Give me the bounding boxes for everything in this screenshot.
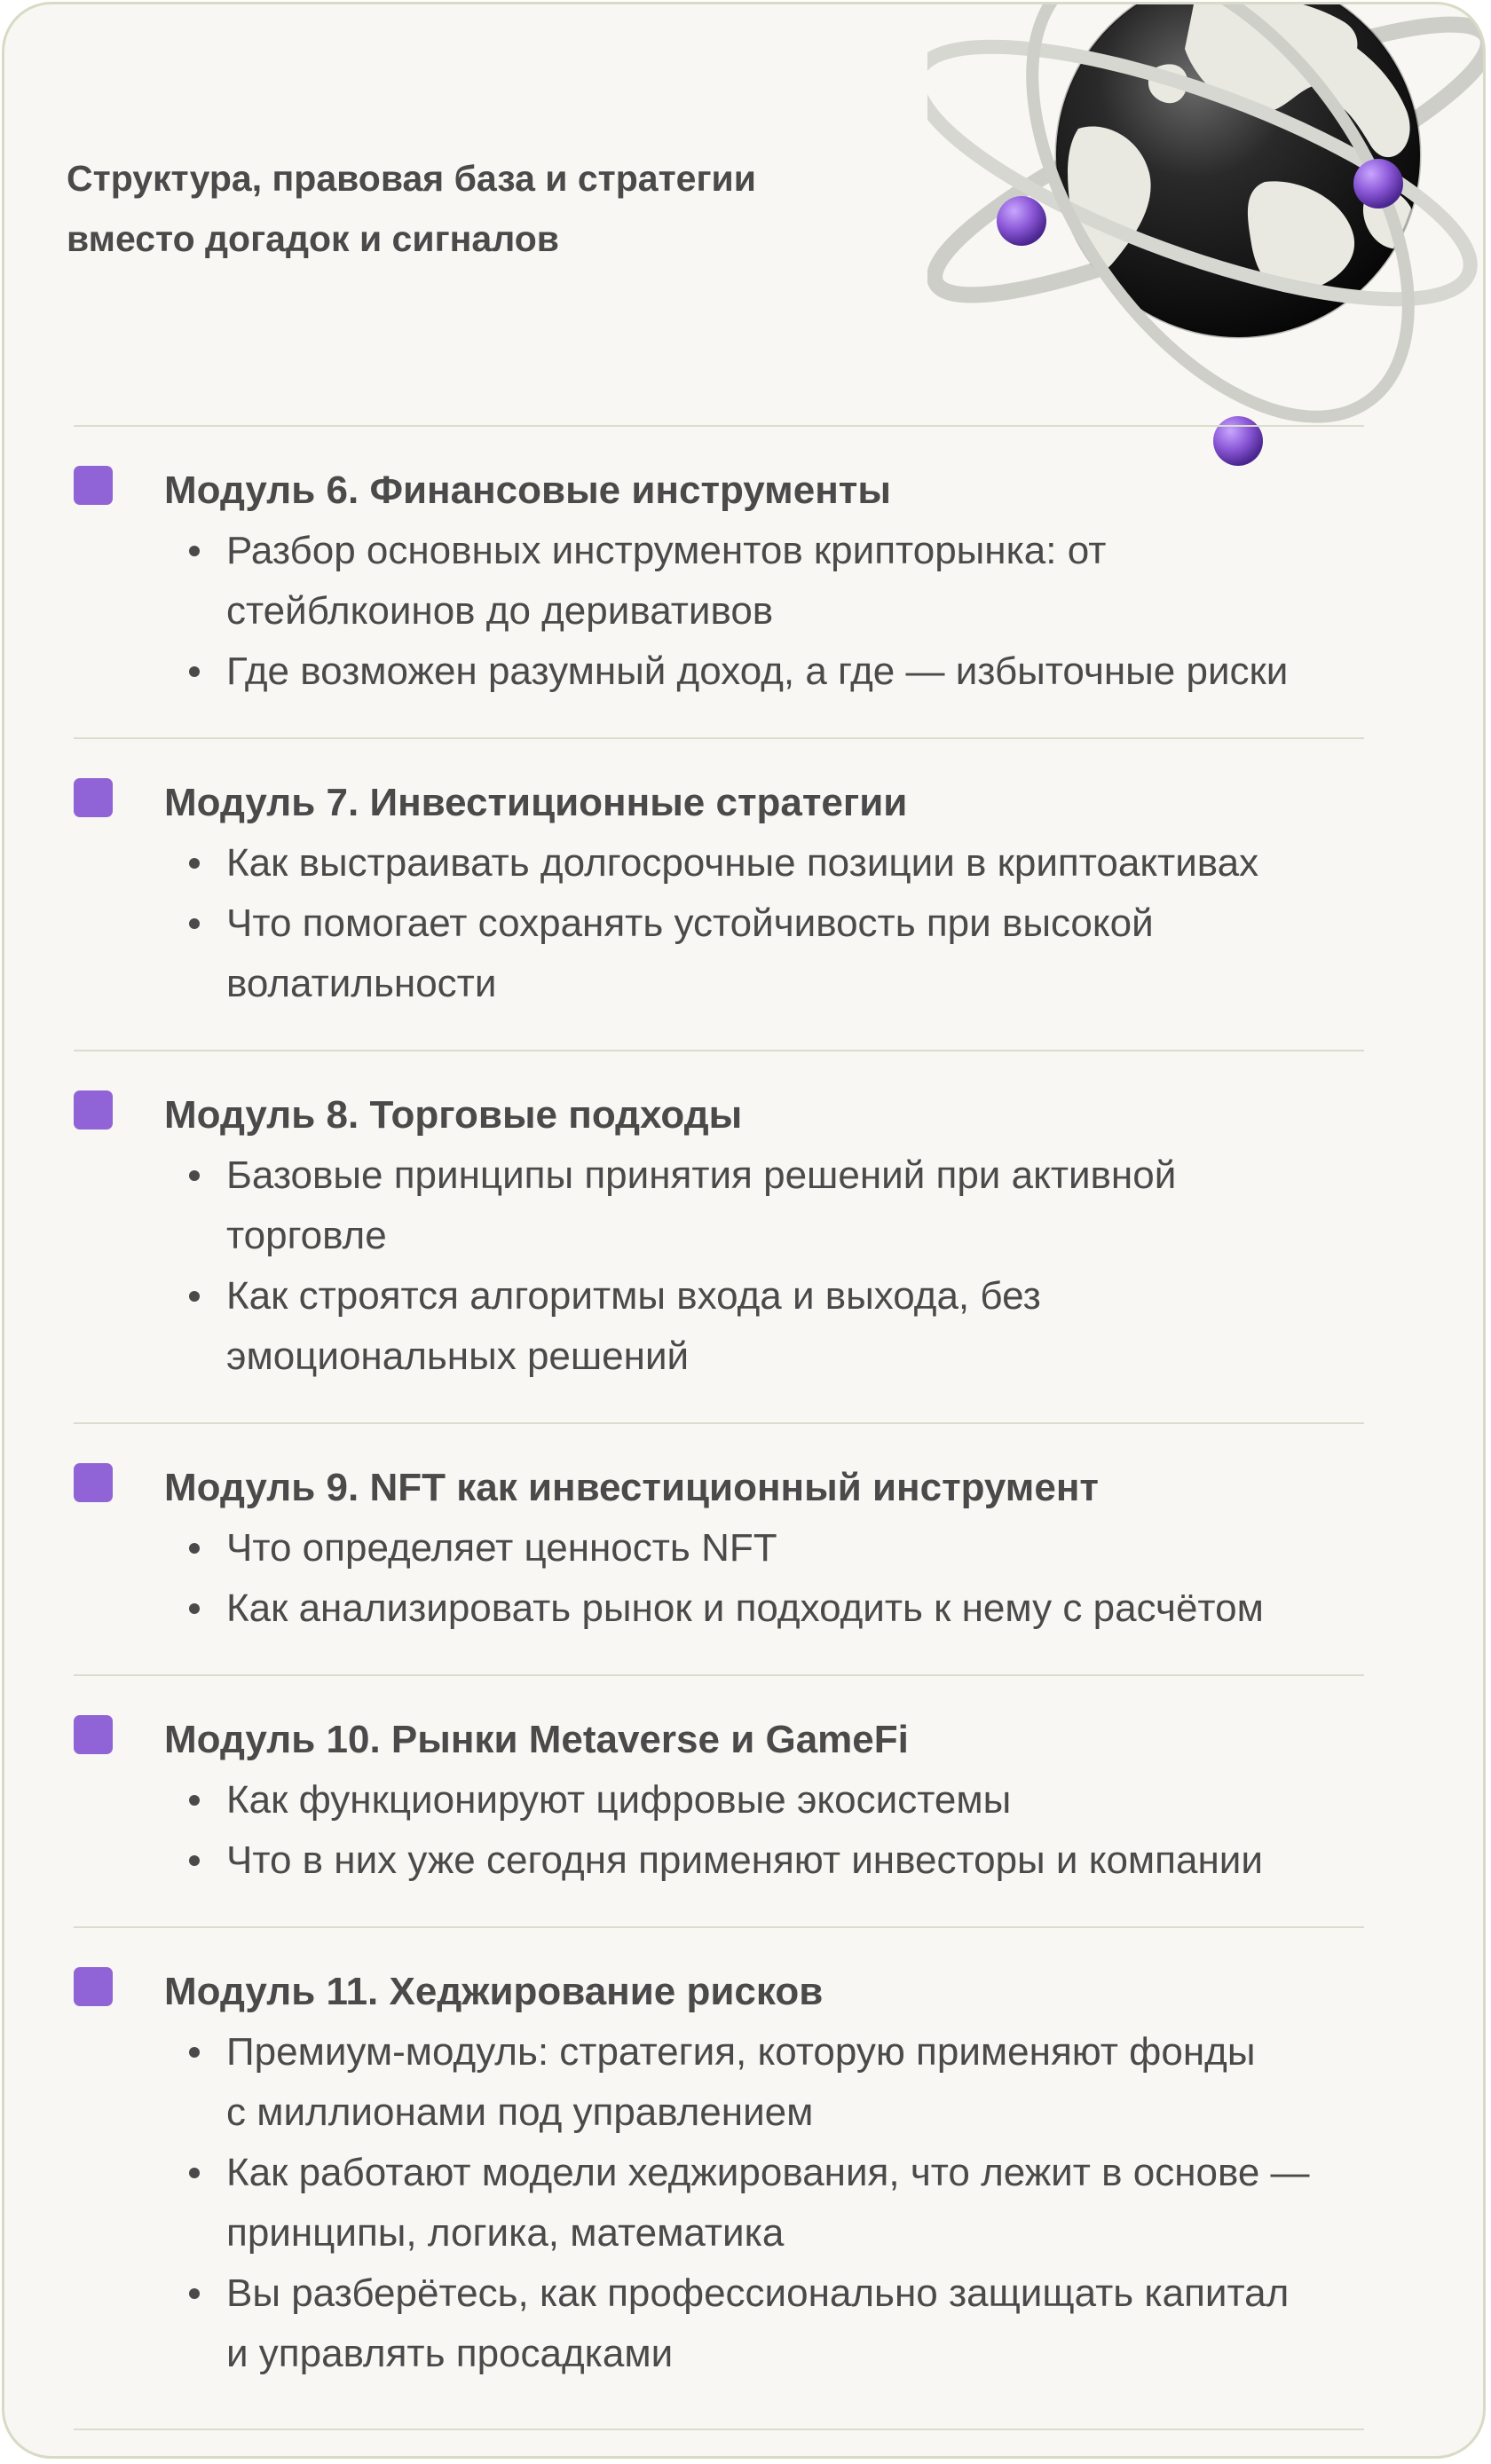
module-title: Модуль 10. Рынки Metaverse и GameFi <box>164 1718 909 1761</box>
bullet-dot-icon <box>189 2047 200 2058</box>
bullet-line: Вы разберётесь, как профессионально защищать капитал <box>226 2271 1290 2315</box>
bullet-item <box>226 1518 1364 1578</box>
bullet-dot-icon <box>189 546 200 556</box>
bullet-line: Что помогает сохранять устойчивость при высокой <box>226 901 1154 945</box>
bullet-line: Где возможен разумный доход, а где — избыточные риски <box>226 649 1289 693</box>
bullet-line: Как строятся алгоритмы входа и выхода, без <box>226 1274 1041 1318</box>
bullet-line: Базовые принципы принятия решений при активной <box>226 1153 1177 1197</box>
bullet-line: и управлять просадками <box>226 2332 674 2375</box>
bullet-item <box>226 2263 1364 2384</box>
bullet-item <box>226 2143 1364 2263</box>
module-title: Модуль 11. Хеджирование рисков <box>164 1970 824 2013</box>
bullet-line: Как выстраивать долгосрочные позиции в криптоактивах <box>226 841 1259 885</box>
bullet-item <box>226 1266 1364 1387</box>
bullet-dot-icon <box>189 1603 200 1614</box>
module-item-6 <box>74 427 1364 739</box>
module-item-7 <box>74 739 1364 1051</box>
intro-line: вместо догадок и сигналов <box>67 218 559 259</box>
bullet-line: Что в них уже сегодня применяют инвесторы и компании <box>226 1838 1263 1882</box>
square-marker-icon <box>74 1463 113 1502</box>
bullet-item <box>226 893 1364 1014</box>
square-marker-icon <box>74 1715 113 1754</box>
course-modules-card <box>2 2 1486 2459</box>
square-marker-icon <box>74 1967 113 2006</box>
bullet-item <box>226 1145 1364 1266</box>
bullet-dot-icon <box>189 1795 200 1806</box>
bullet-line: торговле <box>226 1214 387 1257</box>
bullet-line: принципы, логика, математика <box>226 2211 785 2255</box>
square-marker-icon <box>74 466 113 505</box>
module-list <box>74 425 1364 2430</box>
intro-text <box>67 148 865 269</box>
module-item-10 <box>74 1676 1364 1928</box>
bullet-line: волатильности <box>226 962 497 1005</box>
bullet-dot-icon <box>189 666 200 677</box>
module-bullets <box>74 521 1364 702</box>
bullet-line: Что определяет ценность NFT <box>226 1526 777 1570</box>
bullet-line: Разбор основных инструментов крипторынка: от <box>226 529 1107 572</box>
bullet-item <box>226 521 1364 642</box>
bullet-dot-icon <box>189 2288 200 2299</box>
bullet-item <box>226 2022 1364 2143</box>
bullet-dot-icon <box>189 2168 200 2178</box>
bullet-item <box>226 642 1364 702</box>
module-bullets <box>74 1518 1364 1639</box>
module-title: Модуль 7. Инвестиционные стратегии <box>164 781 908 824</box>
module-bullets <box>74 1145 1364 1387</box>
square-marker-icon <box>74 1090 113 1130</box>
bullet-dot-icon <box>189 918 200 929</box>
bullet-line: Как работают модели хеджирования, что лежит в основе — <box>226 2151 1310 2194</box>
bullet-line: стейблкоинов до деривативов <box>226 589 774 633</box>
intro-line: Структура, правовая база и стратегии <box>67 158 756 199</box>
square-marker-icon <box>74 778 113 817</box>
module-title: Модуль 9. NFT как инвестиционный инструмент <box>164 1466 1099 1509</box>
bullet-item <box>226 833 1364 893</box>
bullet-item <box>226 1770 1364 1830</box>
module-title: Модуль 6. Финансовые инструменты <box>164 468 891 512</box>
orbit-ball-icon <box>1353 159 1403 209</box>
module-item-11 <box>74 1928 1364 2430</box>
module-bullets <box>74 2022 1364 2384</box>
module-title: Модуль 8. Торговые подходы <box>164 1093 743 1137</box>
bullet-line: с миллионами под управлением <box>226 2090 814 2134</box>
module-bullets <box>74 1770 1364 1891</box>
bullet-line: Как функционируют цифровые экосистемы <box>226 1778 1012 1822</box>
bullet-dot-icon <box>189 858 200 869</box>
bullet-line: Как анализировать рынок и подходить к нему с расчётом <box>226 1586 1264 1630</box>
module-item-9 <box>74 1424 1364 1676</box>
module-bullets <box>74 833 1364 1014</box>
bullet-line: Премиум-модуль: стратегия, которую применяют фонды <box>226 2030 1256 2074</box>
bullet-line: эмоциональных решений <box>226 1334 690 1378</box>
bullet-dot-icon <box>189 1855 200 1866</box>
orbit-ball-icon <box>997 196 1046 246</box>
module-item-8 <box>74 1051 1364 1424</box>
bullet-dot-icon <box>189 1170 200 1181</box>
bullet-dot-icon <box>189 1291 200 1302</box>
bullet-item <box>226 1830 1364 1891</box>
bullet-dot-icon <box>189 1543 200 1554</box>
bullet-item <box>226 1578 1364 1639</box>
